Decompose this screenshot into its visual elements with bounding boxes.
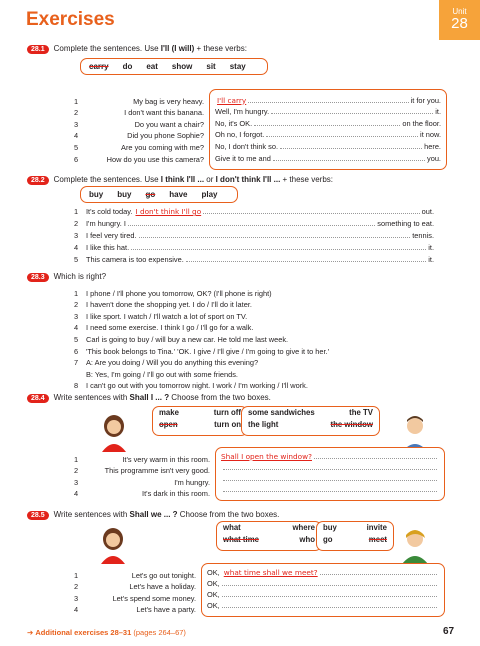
answer-row — [207, 566, 439, 577]
instruction-bold: I'll (I will) — [160, 44, 195, 53]
item-number: 1 — [74, 454, 79, 464]
sentence-row — [74, 228, 434, 240]
sentence-row — [74, 152, 204, 164]
item-number: 3 — [74, 119, 79, 129]
item-number: 3 — [74, 231, 79, 240]
word-row — [223, 523, 315, 535]
answer-blank[interactable] — [222, 595, 437, 597]
answer-row — [215, 139, 441, 151]
word-row — [248, 408, 373, 420]
word-row — [323, 535, 387, 547]
choice-text[interactable]: I haven't done the shopping yet. I do / I'll do it later. — [86, 300, 252, 310]
sentence-text: I don't want this banana. — [124, 108, 204, 118]
sentence-start: It's cold today. — [86, 207, 133, 216]
ok-prefix: OK, — [207, 590, 220, 599]
answer-blank[interactable] — [271, 112, 433, 114]
sentence-row — [74, 204, 434, 216]
sentence-end: it. — [428, 255, 434, 264]
answer-suffix: it for you. — [410, 95, 441, 105]
item-number: 2 — [74, 300, 79, 310]
item-number: 1 — [74, 288, 79, 298]
choice-text[interactable]: 'This book belongs to Tina.' 'OK. I give / I'll give / I'm going to give it to her.' — [86, 346, 330, 356]
answer-blank[interactable] — [320, 573, 437, 575]
answer-box — [201, 563, 445, 617]
word-option: make — [159, 408, 179, 417]
choice-text[interactable]: I phone / I'll phone you tomorrow, OK? (I'll phone is right) — [86, 288, 272, 298]
exercise-28-4-heading — [27, 393, 271, 403]
verb-word: play — [201, 190, 218, 199]
word-row — [248, 420, 373, 432]
verb-word: buy — [117, 190, 132, 199]
word-row — [323, 523, 387, 535]
word-option: turn on — [214, 419, 241, 429]
choice-row — [74, 379, 444, 391]
answer-row — [215, 116, 441, 128]
answer-blank[interactable] — [131, 248, 426, 250]
sentence-end: it. — [428, 243, 434, 252]
sentence-end: out. — [421, 207, 434, 216]
man-illustration — [398, 412, 432, 452]
answer-prefix: No, it's OK. — [215, 118, 253, 128]
exercise-28-1-heading — [27, 44, 247, 54]
page-number: 67 — [443, 626, 455, 637]
footer-pages: (pages 264–67) — [133, 628, 186, 637]
ok-prefix: OK, — [207, 568, 220, 577]
item-number: 6 — [74, 154, 79, 164]
word-option: go — [323, 534, 333, 544]
instruction-text: + these verbs: — [280, 175, 333, 184]
exercise-number: 28.5 — [27, 511, 49, 520]
verb-word: stay — [229, 62, 246, 71]
sentence-text: How do you use this camera? — [106, 154, 204, 164]
verb-word: show — [171, 62, 193, 71]
choice-row — [74, 321, 444, 333]
instruction-text: or — [204, 175, 216, 184]
answer-blank[interactable] — [139, 236, 411, 238]
answer-blank[interactable] — [186, 260, 426, 262]
item-number: 5 — [74, 255, 79, 264]
sentence-text: My bag is very heavy. — [133, 96, 204, 106]
answer-blank[interactable] — [223, 490, 437, 492]
answer-row — [215, 151, 441, 163]
choice-row — [74, 298, 444, 310]
verb-word: do — [122, 62, 133, 71]
choice-row — [74, 367, 444, 379]
item-number: 4 — [74, 131, 79, 141]
answer-blank[interactable] — [128, 224, 375, 226]
sentence-row — [74, 252, 434, 264]
answer-blank[interactable] — [203, 212, 420, 214]
item-number: 5 — [74, 142, 79, 152]
choice-text[interactable]: B: Yes, I'm going / I'll go out with some friends. — [86, 369, 238, 379]
item-number: 4 — [74, 243, 79, 252]
answer-blank[interactable] — [223, 479, 437, 481]
exercise-number: 28.1 — [27, 45, 49, 54]
sentence-row — [74, 487, 210, 499]
page-title: Exercises — [26, 9, 115, 30]
instruction-bold: Shall I ... ? — [129, 393, 170, 402]
sentence-text: It's very warm in this room. — [122, 454, 210, 464]
answer-row — [221, 472, 439, 483]
item-number: 3 — [74, 593, 79, 603]
word-row — [223, 535, 315, 547]
sentence-row — [74, 240, 434, 252]
instruction-text: Complete the sentences. Use — [53, 175, 161, 184]
exercise-number: 28.4 — [27, 394, 49, 403]
sentence-text: Do you want a chair? — [134, 119, 204, 129]
item-number: 2 — [74, 582, 79, 592]
verb-box — [80, 186, 238, 203]
instruction-bold: I don't think I'll ... — [215, 175, 281, 184]
word-option: invite — [366, 523, 387, 532]
answer-prefix: Give it to me and — [215, 153, 271, 163]
choice-row — [74, 356, 444, 368]
answer-row — [221, 461, 439, 472]
item-number: 4 — [74, 605, 79, 615]
answer-suffix: you. — [427, 153, 441, 163]
word-row — [159, 420, 241, 432]
instruction-text: Choose from the two boxes. — [169, 393, 271, 402]
sentence-text: Did you phone Sophie? — [127, 131, 204, 141]
answer-blank[interactable] — [266, 135, 418, 137]
sentence-start: I feel very tired. — [86, 231, 137, 240]
answer-suffix: here. — [424, 141, 441, 151]
item-number: 2 — [74, 466, 79, 476]
item-number: 2 — [74, 219, 79, 228]
sentence-row — [74, 452, 210, 464]
instruction-text: + these verbs: — [194, 44, 247, 53]
exercise-28-2-heading — [27, 175, 333, 185]
verb-word: go — [145, 190, 156, 199]
word-box-2 — [316, 521, 394, 551]
verb-word: carry — [89, 62, 109, 71]
item-number: 1 — [74, 96, 79, 106]
sentence-list-left — [74, 94, 204, 164]
verb-word: eat — [146, 62, 158, 71]
verb-word: buy — [89, 190, 104, 199]
word-option: the window — [330, 419, 373, 429]
item-number: 7 — [74, 358, 79, 368]
sentence-text: It's dark in this room. — [142, 489, 210, 499]
answer-blank[interactable] — [222, 584, 437, 586]
sentence-text: This programme isn't very good. — [104, 466, 210, 476]
choice-row — [74, 344, 444, 356]
sentence-text: Let's go out tonight. — [131, 570, 196, 580]
word-option: open — [159, 419, 178, 429]
exercise-number: 28.3 — [27, 273, 49, 282]
sentence-row — [74, 140, 204, 152]
answer-blank[interactable] — [223, 468, 437, 470]
sentence-row — [74, 129, 204, 141]
exercise-28-3-heading — [27, 272, 106, 282]
item-number: 3 — [74, 311, 79, 321]
unit-label: Unit — [452, 7, 467, 16]
item-number: 1 — [74, 207, 79, 216]
sentence-start: This camera is too expensive. — [86, 255, 184, 264]
word-option: the TV — [349, 408, 373, 417]
word-option: some sandwiches — [248, 408, 315, 417]
answer-row — [207, 599, 439, 610]
item-number: 2 — [74, 108, 79, 118]
instruction-text: Choose from the two boxes. — [177, 510, 280, 519]
word-option: buy — [323, 523, 337, 532]
answer-row — [207, 588, 439, 599]
word-option: where — [292, 523, 315, 532]
answer-box — [215, 447, 445, 501]
ok-prefix: OK, — [207, 579, 220, 588]
instruction-text: Write sentences with — [53, 393, 130, 402]
word-option: what — [223, 523, 241, 532]
choice-text[interactable]: Carl is going to buy / will buy a new car. He told me last week. — [86, 334, 289, 344]
item-number: 4 — [74, 323, 79, 333]
instruction-bold: Shall we ... ? — [129, 510, 178, 519]
verb-word: have — [169, 190, 188, 199]
sentence-row — [74, 580, 196, 592]
sentence-row — [74, 603, 196, 615]
answer-suffix: on the floor. — [402, 118, 441, 128]
word-row — [159, 408, 241, 420]
answer-prefix: Oh no, I forgot. — [215, 130, 265, 140]
woman-illustration — [97, 412, 131, 452]
answer-row — [215, 93, 441, 105]
sentence-start: I like this hat. — [86, 243, 130, 252]
sentence-text: Are you coming with me? — [121, 142, 204, 152]
word-box-1 — [152, 406, 248, 436]
choice-text[interactable]: I need some exercise. I think I go / I'll go for a walk. — [86, 323, 254, 333]
sentence-row — [74, 464, 210, 476]
handwritten-answer: I don't think I'll go — [135, 207, 202, 216]
woman-illustration — [96, 526, 130, 564]
choice-text[interactable]: A: Are you doing / Will you do anything this evening? — [86, 358, 259, 368]
sentence-row — [74, 591, 196, 603]
unit-number: 28 — [451, 15, 468, 32]
verb-word: sit — [206, 62, 216, 71]
sentence-text: Let's have a party. — [136, 605, 196, 615]
sentence-text: Let's have a holiday. — [129, 582, 196, 592]
answer-box — [209, 89, 447, 170]
word-box-2 — [241, 406, 380, 436]
sentence-row — [74, 568, 196, 580]
word-box-1 — [216, 521, 322, 551]
sentence-row — [74, 106, 204, 118]
answer-blank[interactable] — [273, 159, 425, 161]
word-option: what time — [223, 534, 259, 544]
arrow-icon: ➔ — [27, 628, 34, 637]
answer-suffix: it now. — [420, 130, 441, 140]
choice-list — [74, 286, 444, 390]
answer-prefix: Well, I'm hungry. — [215, 107, 270, 117]
answer-row — [221, 483, 439, 494]
item-number: 6 — [74, 346, 79, 356]
answer-blank[interactable] — [280, 147, 422, 149]
instruction-bold: I think I'll ... — [160, 175, 205, 184]
word-option: who — [299, 534, 315, 544]
sentence-end: tennis. — [412, 231, 434, 240]
footer-link[interactable] — [27, 628, 186, 637]
handwritten-answer: I'll carry — [217, 95, 247, 105]
ok-prefix: OK, — [207, 601, 220, 610]
item-number: 4 — [74, 489, 79, 499]
item-number: 1 — [74, 570, 79, 580]
sentence-row — [74, 94, 204, 106]
answer-prefix: No, I don't think so. — [215, 141, 279, 151]
choice-row — [74, 286, 444, 298]
instruction-text: Complete the sentences. Use — [53, 44, 161, 53]
handwritten-answer: what time shall we meet? — [223, 568, 318, 577]
footer-bold: Additional exercises 28–31 — [35, 628, 132, 637]
handwritten-answer: Shall I open the window? — [221, 452, 312, 461]
item-number: 5 — [74, 334, 79, 344]
unit-badge — [439, 0, 480, 40]
instruction-text: Which is right? — [53, 272, 107, 281]
answer-row — [207, 577, 439, 588]
answer-row — [215, 105, 441, 117]
choice-row — [74, 332, 444, 344]
exercise-number: 28.2 — [27, 176, 49, 185]
choice-text[interactable]: I like sport. I watch / I'll watch a lot of sport on TV. — [86, 311, 248, 321]
sentence-row — [74, 216, 434, 228]
word-option: meet — [368, 534, 387, 544]
instruction-text: Write sentences with — [53, 510, 130, 519]
man-illustration — [398, 526, 432, 564]
exercise-28-5-heading — [27, 510, 279, 520]
answer-row — [221, 450, 439, 461]
sentence-list-left — [74, 452, 210, 498]
item-number: 8 — [74, 381, 79, 391]
sentence-list-left — [74, 568, 196, 614]
choice-row — [74, 309, 444, 321]
sentence-text: I'm hungry. — [174, 477, 210, 487]
sentence-list — [74, 204, 434, 264]
word-option: the light — [248, 419, 279, 429]
verb-box — [80, 58, 268, 75]
word-option: turn off — [213, 408, 241, 417]
item-number: 3 — [74, 477, 79, 487]
answer-blank[interactable] — [254, 124, 400, 126]
sentence-row — [74, 475, 210, 487]
answer-suffix: it. — [435, 107, 441, 117]
choice-text[interactable]: I can't go out with you tomorrow night. I work / I'm working / I'll work. — [86, 381, 308, 391]
answer-row — [215, 128, 441, 140]
answer-blank[interactable] — [314, 457, 437, 459]
answer-blank[interactable] — [222, 606, 437, 608]
sentence-row — [74, 117, 204, 129]
answer-blank[interactable] — [248, 101, 408, 103]
sentence-text: Let's spend some money. — [112, 593, 196, 603]
sentence-end: something to eat. — [377, 219, 434, 228]
sentence-start: I'm hungry. I — [86, 219, 126, 228]
